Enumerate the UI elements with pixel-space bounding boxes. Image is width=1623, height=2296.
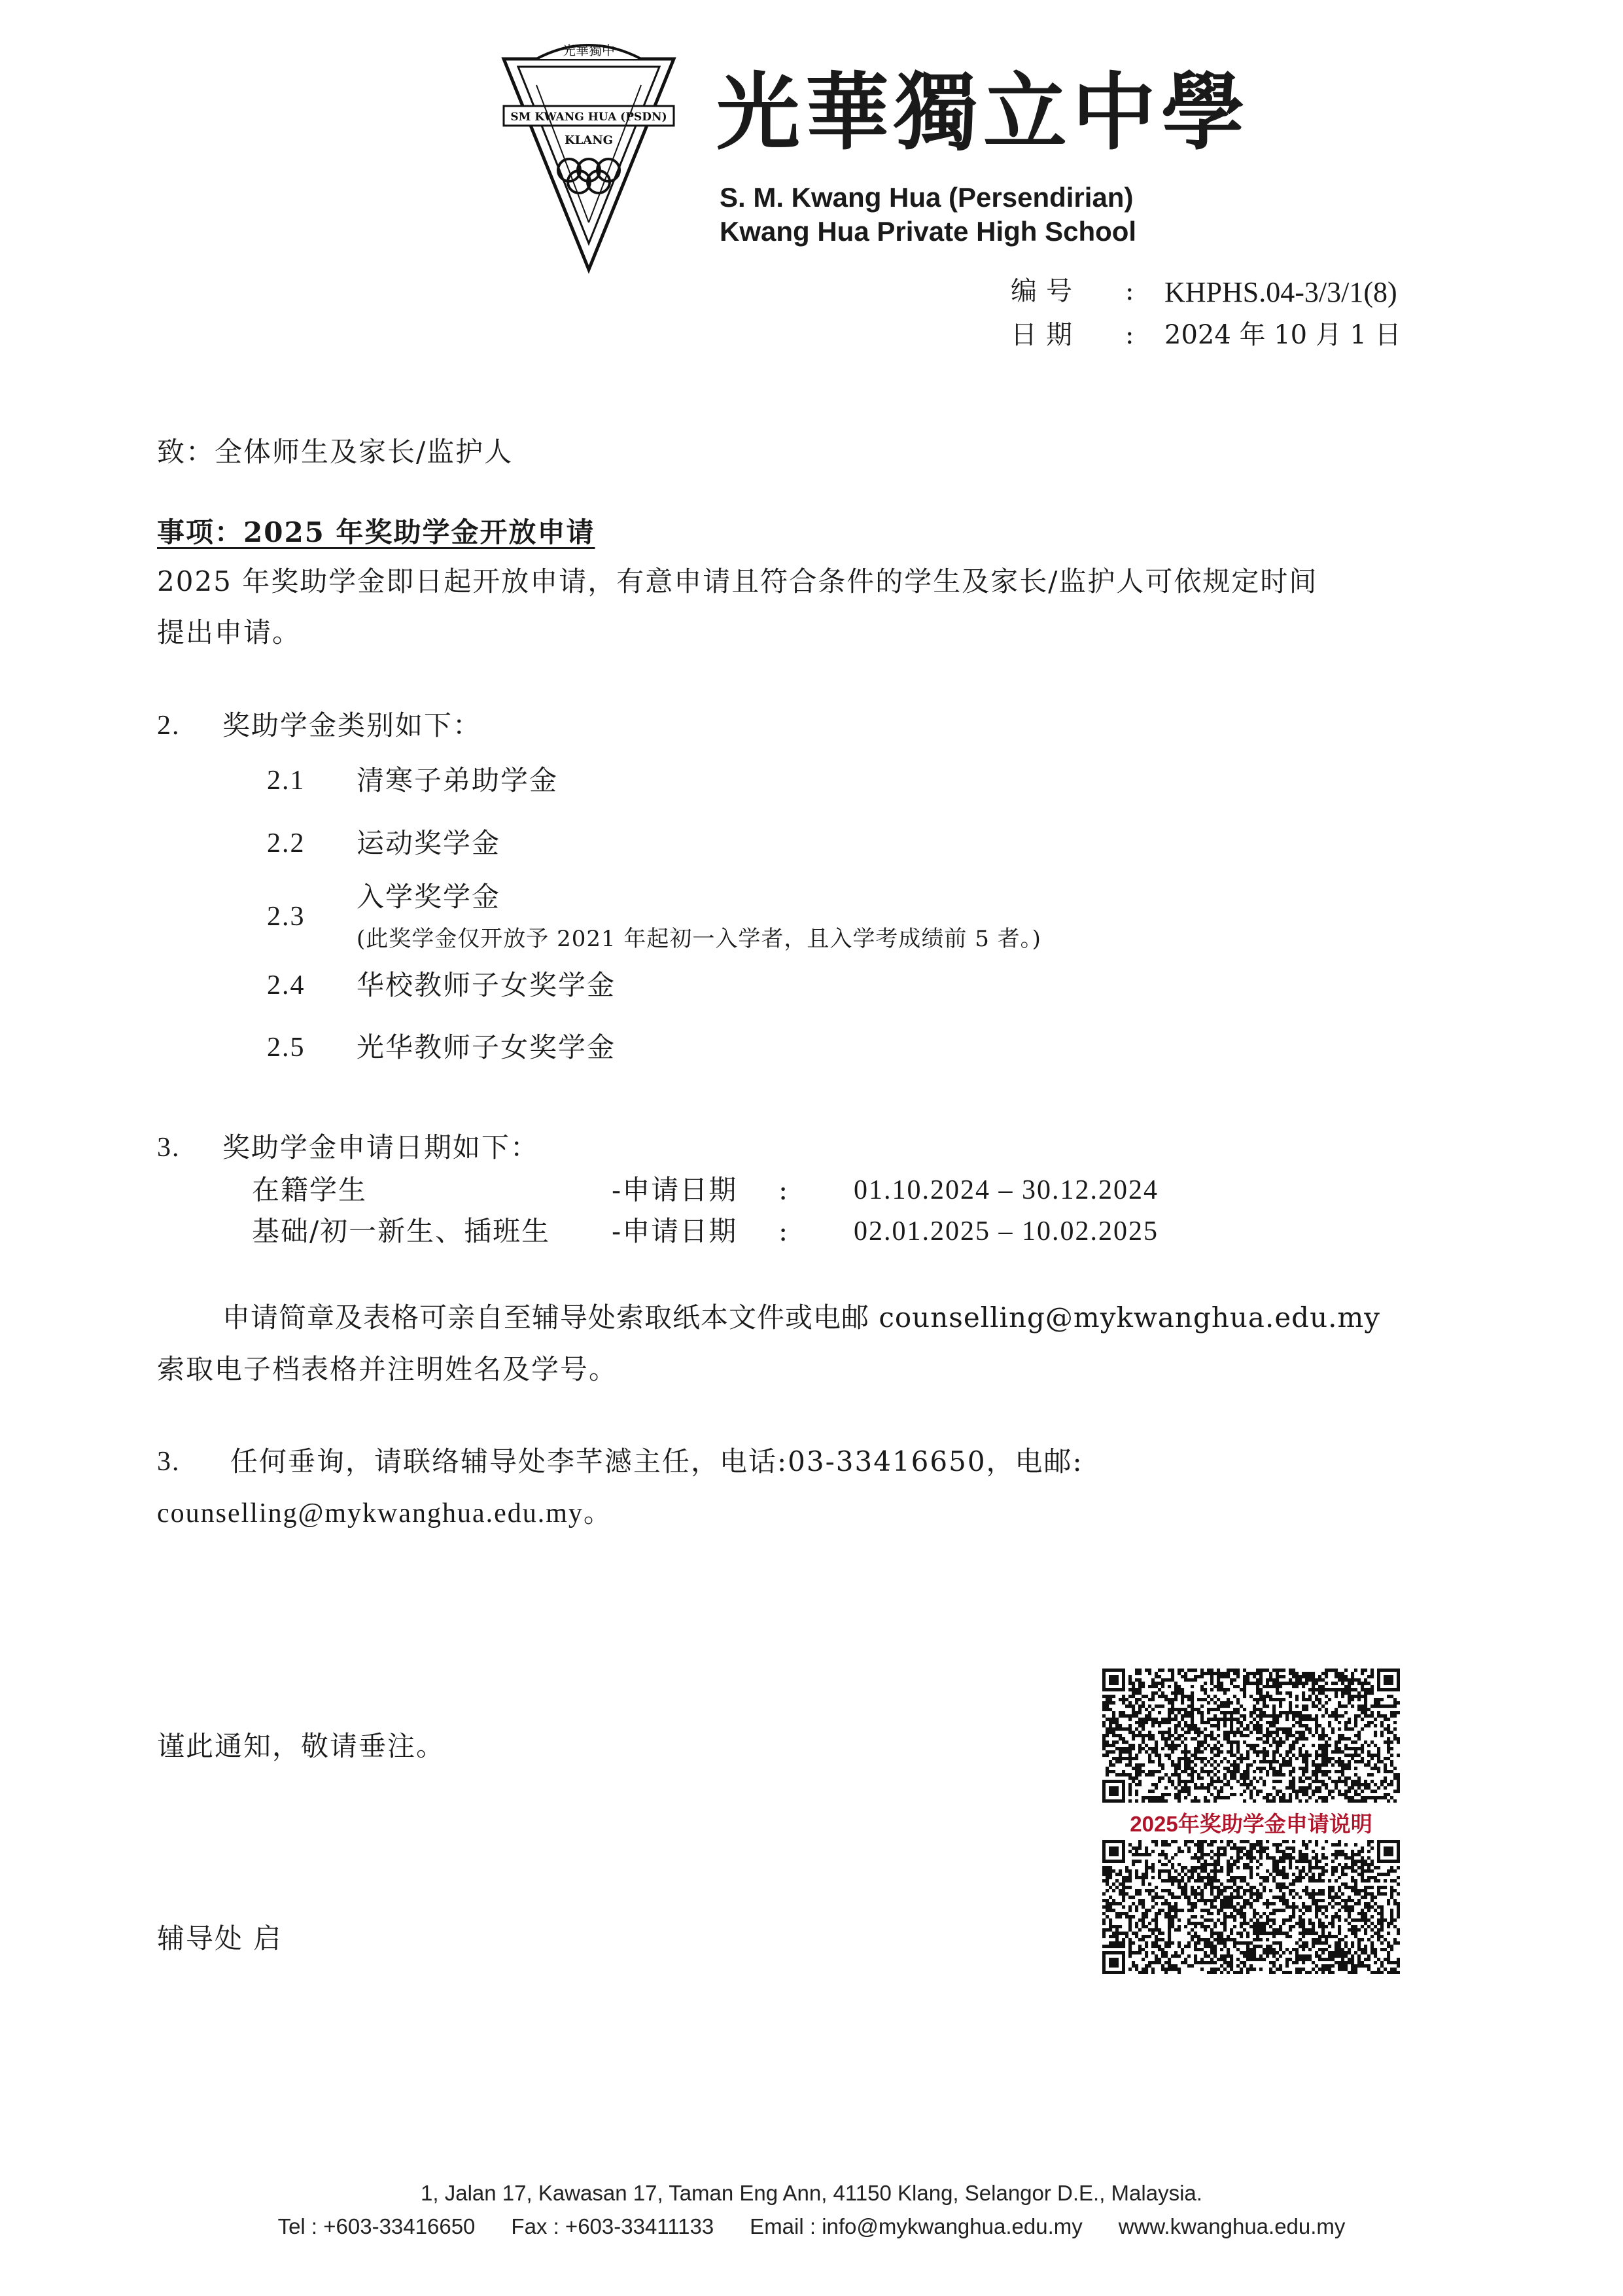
item-number: 2.2 (267, 828, 305, 858)
section-3b-number: 3. (157, 1447, 181, 1477)
crest-top-text: 光華獨中 (563, 43, 615, 58)
crest-banner-text: SM KWANG HUA (PSDN) (510, 111, 667, 124)
footer-address: 1, Jalan 17, Kawasan 17, Taman Eng Ann, 41150 Klang, Selangor D.E., Malaysia. (421, 2181, 1202, 2205)
item-label: 清寒子弟助学金 (357, 764, 559, 796)
date-group: 基础/初一新生、插班生 (252, 1215, 551, 1247)
item-number: 2.3 (267, 902, 305, 932)
intro-line-2: 提出申请。 (157, 616, 302, 648)
date-label: -申请日期 (612, 1174, 738, 1206)
application-info-line-2: 索取电子档表格并注明姓名及学号。 (157, 1353, 618, 1385)
qr-code-top[interactable] (1102, 1669, 1400, 1803)
item-label: 入学奖学金 (357, 881, 501, 913)
signature-line: 辅导处 启 (157, 1922, 283, 1954)
school-crest-logo (497, 39, 680, 275)
school-name-english: Kwang Hua Private High School (720, 216, 1137, 247)
intro-line-1: 2025 年奖助学金即日起开放申请，有意申请且符合条件的学生及家长/监护人可依规定时间 (157, 565, 1318, 597)
date-colon: : (778, 1174, 790, 1206)
crest-city-text: KLANG (564, 133, 614, 147)
date-colon: : (778, 1215, 790, 1247)
item-label: 运动奖学金 (357, 827, 501, 859)
date-label: -申请日期 (612, 1215, 738, 1247)
section-2-title: 奖助学金类别如下： (222, 709, 482, 741)
date-range: 01.10.2024 – 30.12.2024 (854, 1175, 1159, 1205)
reference-value: KHPHS.04-3/3/1(8) (1164, 276, 1397, 308)
school-name-chinese: 光華獨立中學 (716, 63, 1251, 162)
enquiry-line-1: 任何垂询，请联络辅导处李芊澸主任，电话:03-33416650，电邮: (230, 1445, 1083, 1477)
reference-label: 编号 (1011, 276, 1081, 306)
recipient-line: 致：全体师生及家长/监护人 (157, 436, 514, 468)
date-colon: : (1125, 320, 1134, 350)
item-number: 2.5 (267, 1033, 305, 1063)
item-label: 华校教师子女奖学金 (357, 969, 616, 1001)
closing-line: 谨此通知，敬请垂注。 (157, 1730, 445, 1762)
item-label: 光华教师子女奖学金 (357, 1031, 616, 1063)
section-2-number: 2. (157, 711, 181, 741)
application-info-line-1: 申请简章及表格可亲自至辅导处索取纸本文件或电邮 counselling@mykwanghua.edu.my (222, 1301, 1381, 1333)
date-label: 日期 (1011, 320, 1081, 350)
section-3-number: 3. (157, 1133, 181, 1163)
date-value: 2024 年 10 月 1 日 (1164, 320, 1401, 350)
qr-code-caption: 2025年奖助学金申请说明 (1130, 1812, 1372, 1836)
date-range: 02.01.2025 – 10.02.2025 (854, 1216, 1159, 1246)
qr-code-bottom[interactable] (1102, 1840, 1400, 1974)
date-group: 在籍学生 (252, 1174, 368, 1206)
item-note: (此奖学金仅开放予 2021 年起初一入学者，且入学考成绩前 5 者。) (357, 926, 1041, 952)
footer-contacts: Tel : +603-33416650 Fax : +603-33411133 Email : info@mykwanghua.edu.my www.kwanghua.edu.my (277, 2214, 1346, 2238)
school-name-malay: S. M. Kwang Hua (Persendirian) (720, 182, 1134, 213)
item-number: 2.1 (267, 766, 305, 796)
section-3-title: 奖助学金申请日期如下： (222, 1131, 540, 1163)
reference-colon: : (1125, 276, 1134, 306)
enquiry-line-2: counselling@mykwanghua.edu.my。 (157, 1498, 612, 1528)
item-number: 2.4 (267, 970, 305, 1000)
subject-line: 事项：2025 年奖助学金开放申请 (157, 516, 595, 548)
